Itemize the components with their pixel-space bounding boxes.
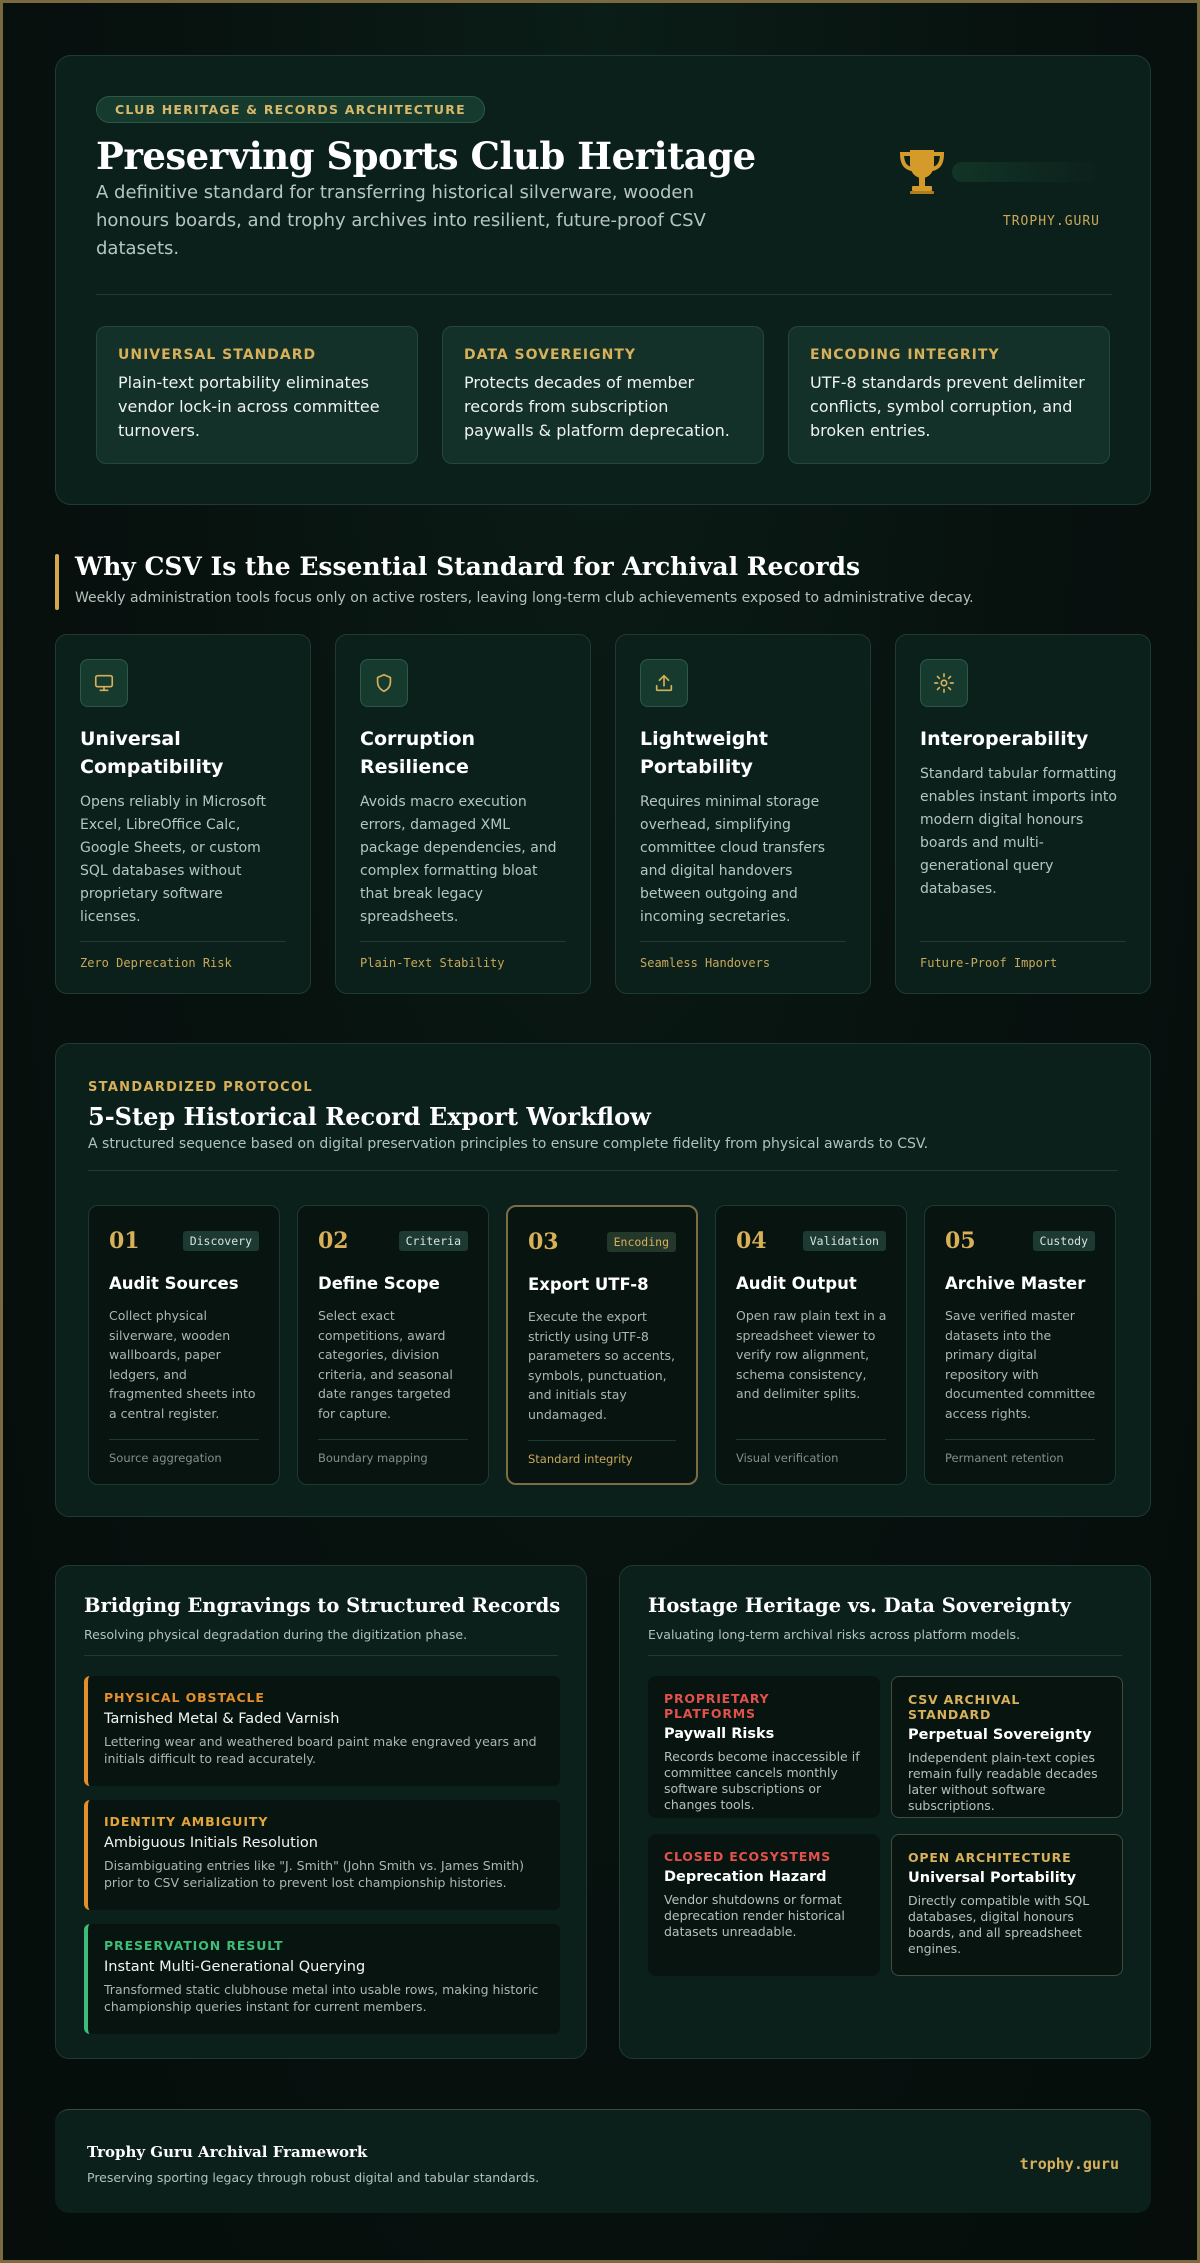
workflow-step [88, 1205, 280, 1485]
step-text: Execute the export strictly using UTF-8 parameters so accents, symbols, punctuation, and initials stay undamaged. [528, 1309, 676, 1422]
bridging-item [84, 1924, 560, 2034]
feature-title: Corruption Resilience [360, 728, 476, 778]
workflow-kicker: STANDARDIZED PROTOCOL [88, 1080, 313, 1095]
divider [648, 1655, 1122, 1656]
step-title: Audit Output [736, 1274, 857, 1293]
divider [96, 294, 1112, 295]
step-footnote: Source aggregation [109, 1451, 222, 1465]
risk-text: Vendor shutdowns or format deprecation render historical datasets unreadable. [664, 1892, 845, 1939]
feature-text: Standard tabular formatting enables instant imports into modern digital honours boards and multi-generational query databases. [920, 766, 1117, 897]
workflow-step [715, 1205, 907, 1485]
page-title: Preserving Sports Club Heritage [96, 134, 756, 178]
step-number: 01 [109, 1228, 140, 1254]
step-title: Archive Master [945, 1274, 1086, 1293]
divider [736, 1439, 886, 1440]
feature-tag: Zero Deprecation Risk [80, 956, 232, 970]
risk-title: Paywall Risks [664, 1726, 775, 1742]
feature-tag: Plain-Text Stability [360, 956, 505, 970]
risk-title: Deprecation Hazard [664, 1869, 827, 1885]
feature-card [55, 634, 311, 994]
divider [80, 941, 286, 942]
step-chip: Validation [803, 1231, 886, 1251]
item-label: PRESERVATION RESULT [104, 1938, 284, 1953]
pillar-card [442, 326, 764, 464]
trophy-icon [894, 144, 950, 200]
pillar-label: UNIVERSAL STANDARD [118, 347, 317, 363]
risk-label: OPEN ARCHITECTURE [908, 1850, 1072, 1865]
pillar-text: Plain-text portability eliminates vendor lock-in across committee turnovers. [118, 373, 380, 440]
step-text: Open raw plain text in a spreadsheet viewer to verify row alignment, schema consistency, and delimiter splits. [736, 1308, 887, 1401]
risk-title: Universal Portability [908, 1870, 1077, 1886]
pillar-text: UTF-8 standards prevent delimiter conflicts, symbol corruption, and broken entries. [810, 373, 1085, 440]
divider [528, 1440, 676, 1441]
footer [55, 2109, 1151, 2213]
feature-text: Avoids macro execution errors, damaged XML package dependencies, and complex formatting bloat that break legacy spreadsheets. [360, 794, 557, 925]
step-title: Audit Sources [109, 1274, 239, 1293]
step-text: Save verified master datasets into the primary digital repository with documented committee access rights. [945, 1308, 1096, 1421]
step-footnote: Boundary mapping [318, 1451, 428, 1465]
feature-tag: Seamless Handovers [640, 956, 771, 970]
section-subtitle: Weekly administration tools focus only on active rosters, leaving long-term club achievements exposed to administrative decay. [75, 590, 974, 606]
step-number: 02 [318, 1228, 349, 1254]
divider [109, 1439, 259, 1440]
pillar-label: ENCODING INTEGRITY [810, 347, 1000, 363]
step-number: 04 [736, 1228, 767, 1254]
feature-text: Opens reliably in Microsoft Excel, LibreOffice Calc, Google Sheets, or custom SQL databases without proprietary software licenses. [80, 794, 266, 925]
item-label: IDENTITY AMBIGUITY [104, 1814, 269, 1829]
workflow-panel [55, 1043, 1151, 1517]
gear-icon [920, 659, 968, 707]
feature-tag: Future-Proof Import [920, 956, 1058, 970]
risk-label: CLOSED ECOSYSTEMS [664, 1849, 832, 1864]
page [3, 3, 1197, 2260]
feature-card [895, 634, 1151, 994]
panel-title: Bridging Engravings to Structured Records [84, 1594, 561, 1617]
pillar-text: Protects decades of member records from subscription paywalls & platform deprecation. [464, 373, 730, 440]
step-title: Define Scope [318, 1274, 440, 1293]
feature-card [335, 634, 591, 994]
brand-label: TROPHY.GURU [1002, 214, 1100, 229]
section-accent-bar [55, 554, 59, 610]
section-title: Why CSV Is the Essential Standard for Archival Records [75, 552, 861, 581]
upload-icon [640, 659, 688, 707]
panel-subtitle: Resolving physical degradation during the digitization phase. [84, 1627, 468, 1642]
risk-label: CSV ARCHIVAL STANDARD [908, 1692, 1021, 1722]
risk-title: Perpetual Sovereignty [908, 1727, 1092, 1743]
item-label: PHYSICAL OBSTACLE [104, 1690, 265, 1705]
risk-text: Records become inaccessible if committee cancels monthly software subscriptions or changes tools. [664, 1749, 860, 1812]
item-text: Lettering wear and weathered board paint make engraved years and initials difficult to read accurately. [104, 1734, 537, 1766]
step-footnote: Standard integrity [528, 1452, 633, 1466]
footer-brand-link[interactable]: trophy.guru [1019, 2155, 1119, 2173]
risk-card [648, 1834, 880, 1976]
workflow-step-active [506, 1205, 698, 1485]
workflow-step [297, 1205, 489, 1485]
bridging-item [84, 1800, 560, 1910]
pillar-label: DATA SOVEREIGNTY [464, 347, 636, 363]
hero-subtitle: A definitive standard for transferring historical silverware, wooden honours boards, and trophy archives into resilient, future-proof CSV datasets. [96, 182, 706, 259]
hostage-panel [619, 1565, 1151, 2059]
step-number: 05 [945, 1228, 976, 1254]
item-title: Ambiguous Initials Resolution [104, 1835, 318, 1851]
pillar-card [96, 326, 418, 464]
sovereignty-card [891, 1676, 1123, 1818]
risk-text: Independent plain-text copies remain fully readable decades later without software subscriptions. [908, 1750, 1098, 1813]
monitor-icon [80, 659, 128, 707]
step-number: 03 [528, 1229, 559, 1255]
step-chip: Discovery [183, 1231, 259, 1251]
item-title: Instant Multi-Generational Querying [104, 1959, 366, 1975]
footer-subtitle: Preserving sporting legacy through robust digital and tabular standards. [87, 2170, 540, 2185]
divider [945, 1439, 1095, 1440]
step-footnote: Permanent retention [945, 1451, 1064, 1465]
divider [84, 1655, 558, 1656]
workflow-step [924, 1205, 1116, 1485]
step-chip: Criteria [399, 1231, 468, 1251]
step-title: Export UTF-8 [528, 1275, 649, 1294]
item-text: Transformed static clubhouse metal into usable rows, making historic championship queries instant for current members. [104, 1982, 539, 2014]
feature-text: Requires minimal storage overhead, simplifying committee cloud transfers and digital handovers between outgoing and incoming secretaries. [640, 794, 826, 925]
panel-subtitle: Evaluating long-term archival risks across platform models. [648, 1627, 1021, 1642]
step-footnote: Visual verification [736, 1451, 839, 1465]
workflow-subtitle: A structured sequence based on digital preservation principles to ensure complete fidelity from physical awards to CSV. [88, 1136, 929, 1152]
item-text: Disambiguating entries like "J. Smith" (John Smith vs. James Smith) prior to CSV serialization to prevent lost championship histories. [104, 1858, 525, 1890]
risk-label: PROPRIETARY PLATFORMS [664, 1691, 770, 1721]
divider [318, 1439, 468, 1440]
divider [360, 941, 566, 942]
brand-glow [952, 162, 1102, 182]
divider [640, 941, 846, 942]
hero-panel [55, 55, 1151, 505]
divider [88, 1170, 1118, 1171]
divider [920, 941, 1126, 942]
workflow-title: 5-Step Historical Record Export Workflow [88, 1102, 651, 1131]
feature-title: Universal Compatibility [80, 728, 224, 778]
risk-card [648, 1676, 880, 1818]
feature-card [615, 634, 871, 994]
risk-text: Directly compatible with SQL databases, digital honours boards, and all spreadsheet engines. [908, 1893, 1090, 1956]
brand-mark [876, 136, 1106, 256]
step-chip: Custody [1033, 1231, 1095, 1251]
shield-icon [360, 659, 408, 707]
sovereignty-card [891, 1834, 1123, 1976]
item-title: Tarnished Metal & Faded Varnish [104, 1711, 340, 1727]
pillar-card [788, 326, 1110, 464]
hero-badge: CLUB HERITAGE & RECORDS ARCHITECTURE [96, 96, 485, 123]
bridging-item [84, 1676, 560, 1786]
panel-title: Hostage Heritage vs. Data Sovereignty [648, 1594, 1071, 1617]
feature-title: Interoperability [920, 728, 1089, 750]
step-chip: Encoding [607, 1232, 676, 1252]
bridging-panel [55, 1565, 587, 2059]
step-text: Select exact competitions, award categories, division criteria, and seasonal date ranges targeted for capture. [318, 1308, 453, 1421]
feature-title: Lightweight Portability [640, 728, 768, 778]
step-text: Collect physical silverware, wooden wallboards, paper ledgers, and fragmented sheets into a central register. [109, 1308, 256, 1421]
footer-title: Trophy Guru Archival Framework [87, 2143, 368, 2161]
